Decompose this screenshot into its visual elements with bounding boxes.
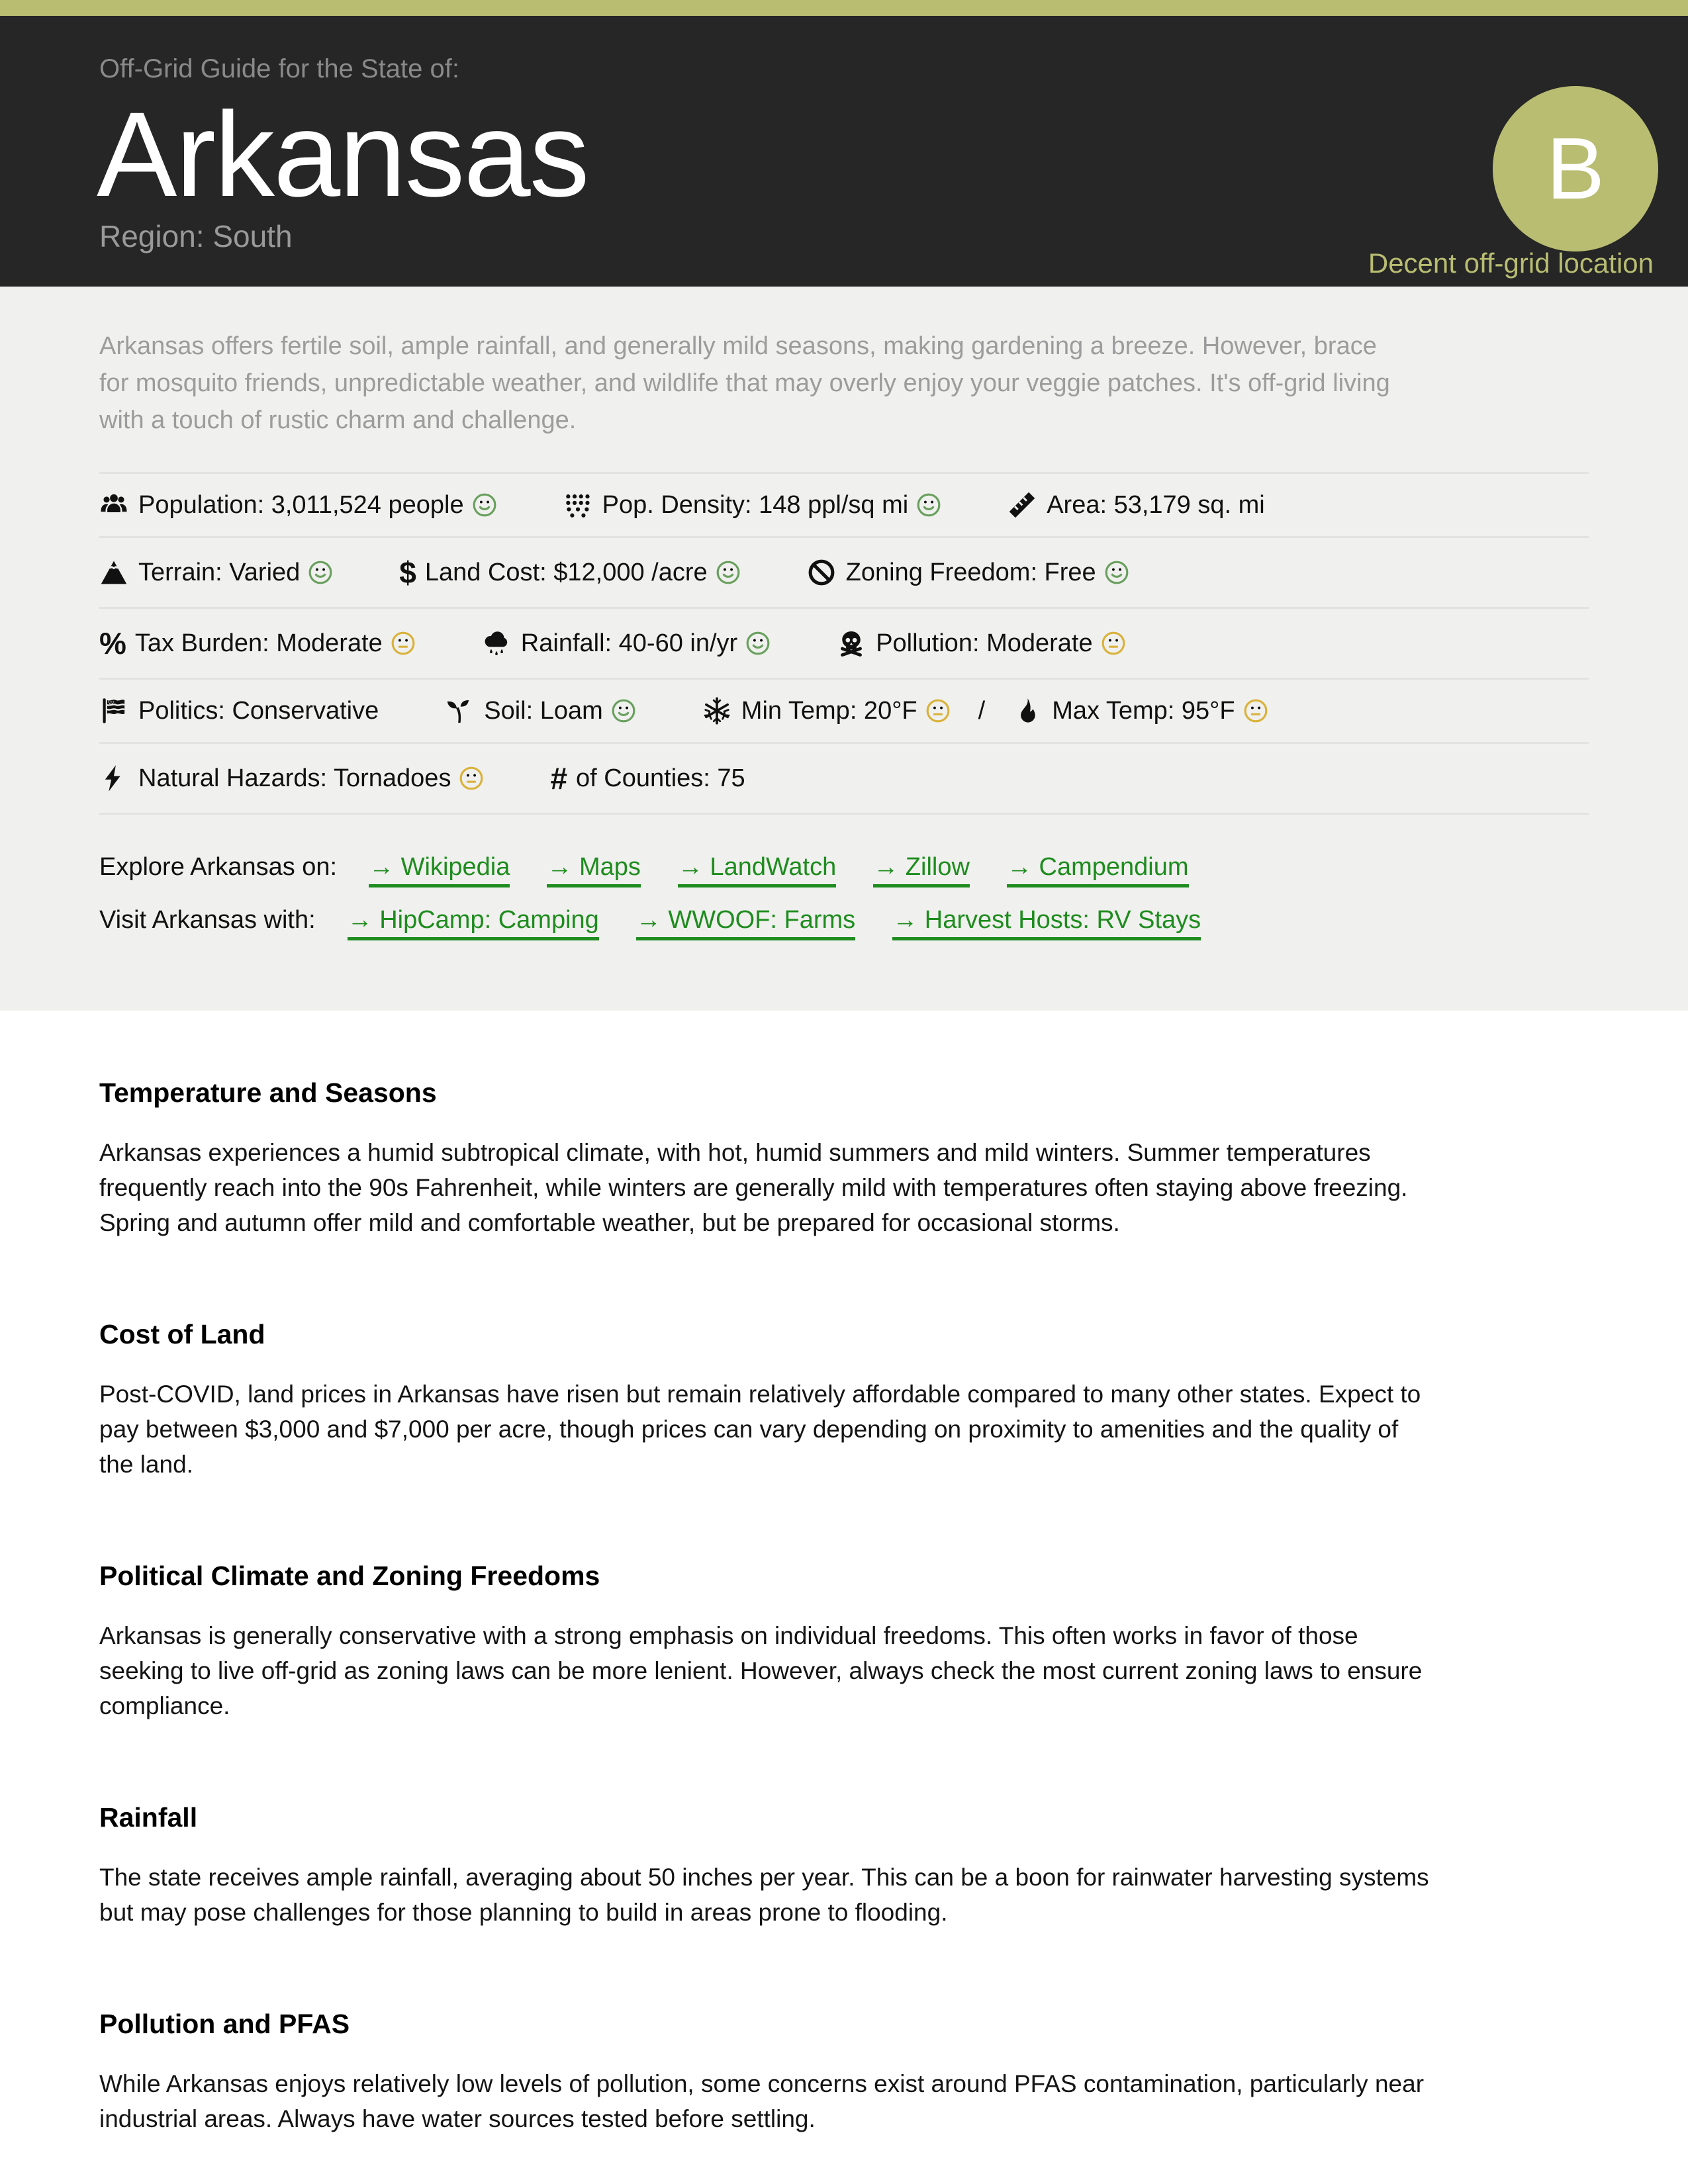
stat-text: Terrain: Varied — [138, 558, 301, 586]
stat-item — [702, 696, 951, 725]
section-heading: Pollution and PFAS — [99, 2009, 350, 2039]
section-heading: Political Climate and Zoning Freedoms — [99, 1561, 600, 1591]
no-entry-icon — [807, 558, 836, 587]
stat-item — [482, 629, 771, 658]
stats-row — [99, 536, 1589, 607]
stat-item — [563, 490, 942, 520]
link-row — [99, 853, 1589, 887]
link-wikipedia[interactable]: → Wikipedia — [369, 853, 510, 887]
smiley-good-icon — [716, 560, 741, 585]
section-heading: Cost of Land — [99, 1319, 265, 1349]
stat-text: Politics: Conservative — [138, 696, 379, 725]
flame-icon — [1013, 696, 1042, 725]
stats-row — [99, 742, 1589, 815]
stat-text: Area: 53,179 sq. mi — [1047, 490, 1265, 519]
section-paragraph: While Arkansas enjoys relatively low levels of pollution, some concerns exist around PFAS contamination, particularly near industrial areas. Always have water sources tested before settling. — [99, 2070, 1425, 2132]
rain-cloud-icon — [482, 629, 511, 658]
stat-item — [99, 490, 497, 520]
smiley-good-icon — [472, 492, 497, 518]
grade-letter: B — [1546, 120, 1605, 217]
link-row-label: Visit Arkansas with: — [99, 906, 316, 934]
accent-topbar — [0, 0, 1688, 16]
stat-item — [550, 760, 745, 796]
users-icon — [99, 490, 128, 520]
smiley-good-icon — [611, 698, 636, 723]
smiley-neutral-icon — [459, 766, 484, 791]
link-wwoof-farms[interactable]: → WWOOF: Farms — [636, 906, 855, 940]
stat-item — [445, 696, 636, 725]
stats-table — [99, 472, 1589, 815]
link-landwatch[interactable]: → LandWatch — [678, 853, 836, 887]
skull-icon — [837, 629, 866, 658]
state-summary: Arkansas offers fertile soil, ample rainfall, and generally mild seasons, making gardening a breeze. However, brace for mosquito friends, unpredictable weather, and wildlife that may overly enjoy your veggie patches. It's off-grid living with a touch of rustic charm and challenge. — [99, 332, 1390, 434]
snowflake-icon — [702, 696, 731, 725]
stat-item — [99, 625, 416, 661]
smiley-good-icon — [916, 492, 941, 518]
external-links — [99, 853, 1589, 940]
stat-text: Soil: Loam — [484, 696, 603, 725]
stat-separator: / — [978, 696, 986, 725]
smiley-good-icon — [745, 631, 771, 656]
stat-item — [99, 696, 379, 725]
section-heading: Temperature and Seasons — [99, 1077, 437, 1108]
smiley-neutral-icon — [1101, 631, 1126, 656]
grade-caption: Decent off-grid location — [1368, 248, 1654, 279]
link-maps[interactable]: → Maps — [547, 853, 640, 887]
smiley-neutral-icon — [1243, 698, 1268, 723]
link-campendium[interactable]: → Campendium — [1007, 853, 1189, 887]
stat-text: Min Temp: 20°F — [741, 696, 917, 725]
dollar-icon: $ — [399, 555, 416, 590]
seedling-icon — [445, 696, 474, 725]
section-paragraph: Post-COVID, land prices in Arkansas have risen but remain relatively affordable compared to many other states. Expect to pay between $3,000 and $7,000 per acre, though prices can vary depending on proximity to amenities and the quality of the land. — [99, 1381, 1421, 1478]
link-harvest-hosts-rv-stays[interactable]: → Harvest Hosts: RV Stays — [892, 906, 1201, 940]
stats-row — [99, 472, 1589, 536]
flag-icon — [99, 696, 128, 725]
stat-text: of Counties: 75 — [576, 764, 745, 792]
stat-item — [807, 558, 1129, 587]
stat-text: Max Temp: 95°F — [1052, 696, 1235, 725]
stat-item — [1013, 696, 1268, 725]
link-row-label: Explore Arkansas on: — [99, 853, 338, 881]
stats-row — [99, 607, 1589, 678]
state-title: Arkansas — [97, 87, 588, 222]
stat-item — [99, 764, 484, 793]
smiley-neutral-icon — [391, 631, 416, 656]
link-row — [99, 906, 1589, 940]
stat-text: Rainfall: 40-60 in/yr — [520, 629, 738, 657]
stat-item — [399, 555, 740, 590]
stat-text: Tax Burden: Moderate — [134, 629, 383, 657]
smiley-neutral-icon — [925, 698, 951, 723]
stat-text: Pollution: Moderate — [876, 629, 1093, 657]
section-paragraph: Arkansas is generally conservative with a strong emphasis on individual freedoms. This often works in favor of those seeking to live off-grid as zoning laws can be more lenient. However, always check the most current zoning laws to ensure compliance. — [99, 1622, 1423, 1719]
stat-item — [837, 629, 1125, 658]
region-label: Region: South — [99, 219, 293, 253]
overview-section — [0, 287, 1688, 1011]
ruler-icon — [1008, 490, 1037, 520]
section-paragraph: The state receives ample rainfall, averaging about 50 inches per year. This can be a boon for rainwater harvesting systems but may pose challenges for those planning to build in areas prone to flooding. — [99, 1864, 1429, 1926]
bolt-icon — [99, 764, 128, 793]
link-zillow[interactable]: → Zillow — [873, 853, 970, 887]
link-hipcamp-camping[interactable]: → HipCamp: Camping — [348, 906, 599, 940]
smiley-good-icon — [1104, 560, 1129, 585]
stat-item — [1008, 490, 1265, 520]
stat-text: Land Cost: $12,000 /acre — [424, 558, 708, 586]
header — [0, 16, 1688, 287]
hash-icon: # — [550, 761, 568, 796]
stat-text: Zoning Freedom: Free — [845, 558, 1096, 586]
stat-text: Population: 3,011,524 people — [138, 490, 464, 519]
section-paragraph: Arkansas experiences a humid subtropical climate, with hot, humid summers and mild winters. Summer temperatures frequently reach into the 90s Fahrenheit, while winters are generally mild with temperatures often staying above freezing. Spring and autumn offer mild and comfortable weather, but be prepared for occasional storms. — [99, 1139, 1408, 1236]
stats-row — [99, 678, 1589, 742]
article — [0, 1011, 1688, 2136]
stat-text: Natural Hazards: Tornadoes — [138, 764, 451, 792]
percent-icon: % — [99, 626, 126, 660]
mountain-icon — [99, 558, 128, 587]
smiley-good-icon — [308, 560, 333, 585]
grade-badge — [1493, 86, 1658, 251]
stat-text: Pop. Density: 148 ppl/sq mi — [602, 490, 909, 519]
density-icon — [563, 490, 592, 520]
section-heading: Rainfall — [99, 1802, 198, 1833]
stat-item — [99, 558, 333, 587]
header-kicker: Off-Grid Guide for the State of: — [99, 54, 459, 83]
